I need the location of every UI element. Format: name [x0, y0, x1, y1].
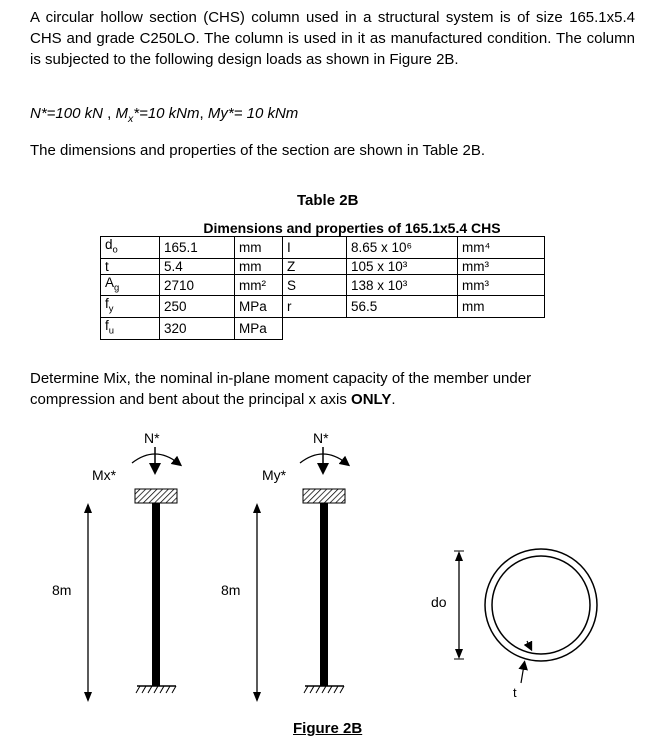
- cell-val2: 56.5: [347, 296, 458, 318]
- chs-cross-section: [431, 549, 597, 700]
- table-row: [101, 274, 545, 296]
- cell-val: 250: [160, 296, 235, 318]
- right-moment-label: My*: [262, 467, 287, 483]
- right-column-member: [320, 503, 328, 686]
- cell-unit: mm²: [235, 274, 283, 296]
- thickness-arrow-out: [521, 665, 524, 683]
- right-top-plate: [303, 489, 345, 503]
- cell-unit2: mm⁴: [458, 237, 545, 259]
- question-emphasis: ONLY: [351, 391, 392, 408]
- question-text: Determine Mix, the nominal in-plane moment capacity of the member under compression and bent about the principal x axis ONLY.: [30, 370, 532, 408]
- figure-title: Figure 2B: [293, 720, 363, 737]
- load-n: N*=100 kN: [30, 105, 103, 122]
- cell-val2: 138 x 10³: [347, 274, 458, 296]
- inner-circle: [492, 556, 590, 654]
- cell-sym: $f_u$: [101, 318, 160, 340]
- table-heading: Dimensions and properties of 165.1x5.4 CHS: [203, 220, 501, 236]
- cell-val: 2710: [160, 274, 235, 296]
- thickness-label: t: [513, 685, 517, 700]
- design-loads: N*=100 kN , $M_x*=10$ kNm, My*= 10 kNm: [30, 105, 299, 125]
- table-row: [101, 258, 545, 274]
- cell-sym: t: [101, 258, 160, 274]
- cell-val2: 105 x 10³: [347, 258, 458, 274]
- cell-sym2: r: [283, 296, 347, 318]
- cell-sym: $A_g$: [101, 274, 160, 296]
- intro-paragraph: A circular hollow section (CHS) column used in a structural system is of size 165.1x5.4 CHS and grade C250LO. The column is used in it as manufactured condition. The column is subjected to the following design loads as shown in Figure 2B.: [30, 9, 635, 68]
- cell-sym2: Z: [283, 258, 347, 274]
- cell-val: 320: [160, 318, 235, 340]
- outer-circle: [485, 549, 597, 661]
- table-row: [101, 318, 545, 340]
- left-top-plate: [135, 489, 177, 503]
- left-moment-label: Mx*: [92, 467, 117, 483]
- cell-unit2: mm³: [458, 258, 545, 274]
- properties-table: [100, 221, 545, 340]
- cell-unit: MPa: [235, 318, 283, 340]
- figure-2b: [0, 425, 651, 725]
- dimensions-text: The dimensions and properties of the section are shown in Table 2B.: [30, 142, 485, 159]
- cell-unit: mm: [235, 258, 283, 274]
- cell-unit: MPa: [235, 296, 283, 318]
- left-length-label: 8m: [52, 582, 72, 598]
- cell-val2: 8.65 x 10⁶: [347, 237, 458, 259]
- table-row: [101, 296, 545, 318]
- load-my: My*= 10 kNm: [207, 105, 299, 122]
- table-title: Table 2B: [297, 192, 359, 209]
- cell-sym2: I: [283, 237, 347, 259]
- right-load-label: N*: [313, 430, 329, 446]
- cell-val: 5.4: [160, 258, 235, 274]
- left-column-member: [152, 503, 160, 686]
- cell-unit: mm: [235, 237, 283, 259]
- cell-sym: $f_y$: [101, 296, 160, 318]
- cell-unit2: mm: [458, 296, 545, 318]
- thickness-arrow-in: [527, 641, 530, 647]
- right-column-diagram: [221, 430, 346, 702]
- right-length-label: 8m: [221, 582, 241, 598]
- left-load-label: N*: [144, 430, 160, 446]
- cell-sym2: S: [283, 274, 347, 296]
- cell-unit2: mm³: [458, 274, 545, 296]
- cell-val: 165.1: [160, 237, 235, 259]
- cell-sym: $d_o$: [101, 237, 160, 259]
- left-column-diagram: [52, 430, 178, 702]
- table-row: [101, 237, 545, 259]
- diameter-label: do: [431, 594, 447, 610]
